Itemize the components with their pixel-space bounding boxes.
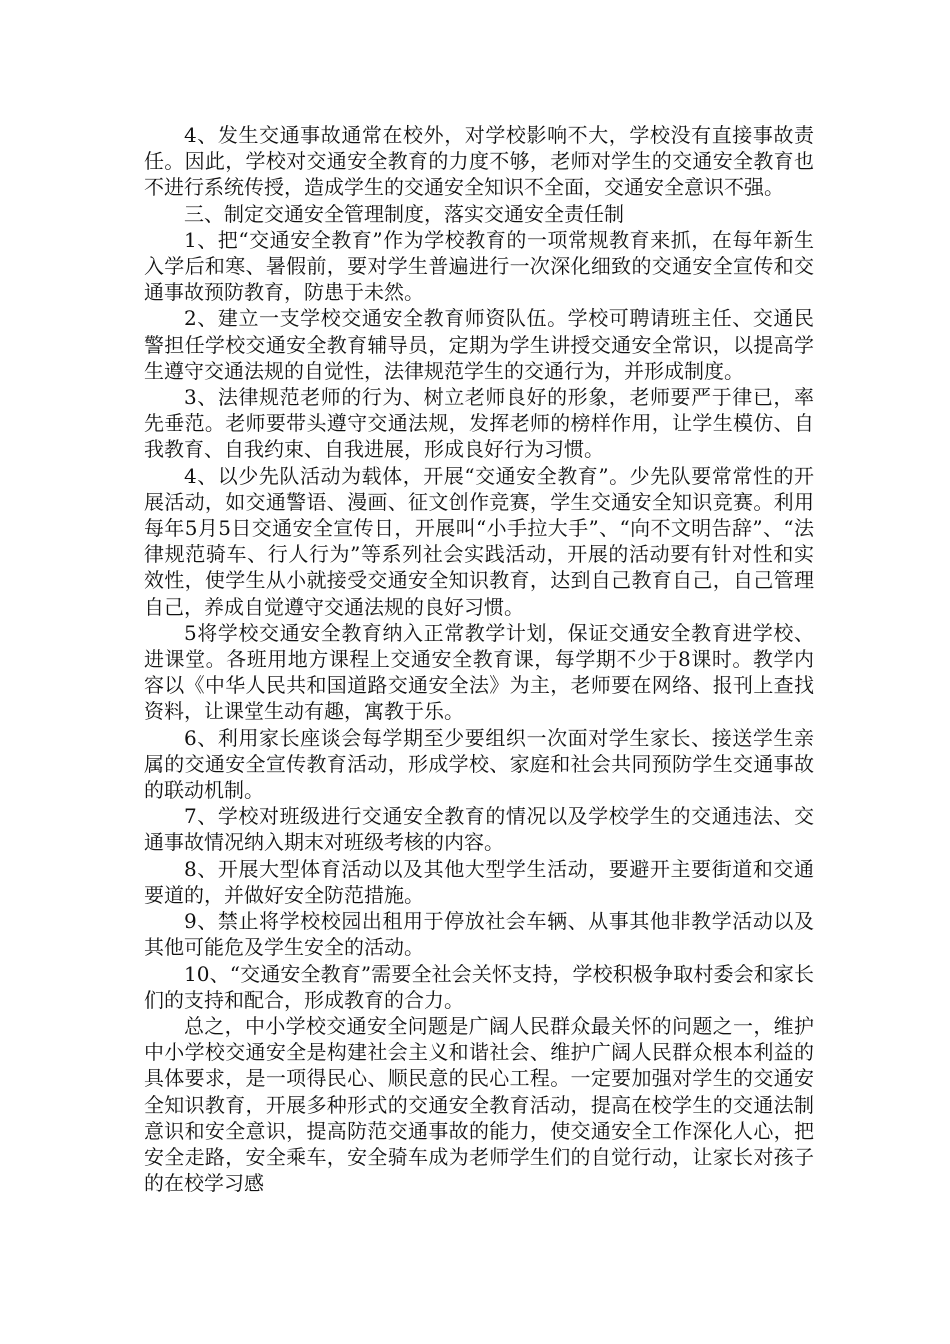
paragraph-measure-3: 3、法律规范老师的行为、树立老师良好的形象，老师要严于律已，率先垂范。老师要带头遵守交通法规，发挥老师的榜样作用，让学生模仿、自我教育、自我约束、自我进展，形成良好行为习惯。 (144, 385, 814, 462)
paragraph-item-4-accidents: 4、发生交通事故通常在校外，对学校影响不大，学校没有直接事故责任。因此，学校对交通安全教育的力度不够，老师对学生的交通安全教育也不进行系统传授，造成学生的交通安全知识不全面，交通安全意识不强。 (144, 123, 814, 200)
paragraph-measure-8: 8、开展大型体育活动以及其他大型学生活动，要避开主要街道和交通要道的，并做好安全防范措施。 (144, 856, 814, 907)
document-body (144, 122, 814, 1196)
paragraph-measure-2: 2、建立一支学校交通安全教育师资队伍。学校可聘请班主任、交通民警担任学校交通安全教育辅导员，定期为学生讲授交通安全常识，以提高学生遵守交通法规的自觉性，法律规范学生的交通行为，并形成制度。 (144, 306, 814, 383)
paragraph-measure-9: 9、禁止将学校校园出租用于停放社会车辆、从事其他非教学活动以及其他可能危及学生安全的活动。 (144, 909, 814, 960)
paragraph-measure-6: 6、利用家长座谈会每学期至少要组织一次面对学生家长、接送学生亲属的交通安全宣传教育活动，形成学校、家庭和社会共同预防学生交通事故的联动机制。 (144, 725, 814, 803)
paragraph-measure-4: 4、以少先队活动为载体，开展“交通安全教育”。少先队要常常性的开展活动，如交通警语、漫画、征文创作竞赛，学生交通安全知识竞赛。利用每年5月5日交通安全宣传日，开展叫“小手拉大手”、“向不文明告辞”、“法律规范骑车、行人行为”等系列社会实践活动，开展的活动要有针对性和实效性，使学生从小就接受交通安全知识教育，达到自己教育自己，自己管理自己，养成自觉遵守交通法规的良好习惯。 (144, 463, 814, 619)
paragraph-measure-1: 1、把“交通安全教育”作为学校教育的一项常规教育来抓，在每年新生入学后和寒、暑假前，要对学生普遍进行一次深化细致的交通安全宣传和交通事故预防教育，防患于未然。 (144, 227, 814, 305)
paragraph-measure-10: 10、“交通安全教育”需要全社会关怀支持，学校积极争取村委会和家长们的支持和配合，形成教育的合力。 (144, 961, 814, 1012)
paragraph-measure-5: 5将学校交通安全教育纳入正常教学计划，保证交通安全教育进学校、进课堂。各班用地方课程上交通安全教育课，每学期不少于8课时。教学内容以《中华人民共和国道路交通安全法》为主，老师要在网络、报刊上查找资料，让课堂生动有趣，寓教于乐。 (144, 620, 814, 724)
paragraph-conclusion: 总之，中小学校交通安全问题是广阔人民群众最关怀的问题之一，维护中小学校交通安全是构建社会主义和谐社会、维护广阔人民群众根本利益的具体要求，是一项得民心、顺民意的民心工程。一定要加强对学生的交通安全知识教育，开展多种形式的交通安全教育活动，提高在校学生的交通法制意识和安全意识，提高防范交通事故的能力，使交通安全工作深化人心，把安全走路，安全乘车，安全骑车成为老师学生们的自觉行动，让家长对孩子的在校学习感 (144, 1013, 814, 1196)
paragraph-measure-7: 7、学校对班级进行交通安全教育的情况以及学校学生的交通违法、交通事故情况纳入期末对班级考核的内容。 (144, 804, 814, 855)
section-heading-3: 三、制定交通安全管理制度，落实交通安全责任制 (184, 201, 624, 226)
